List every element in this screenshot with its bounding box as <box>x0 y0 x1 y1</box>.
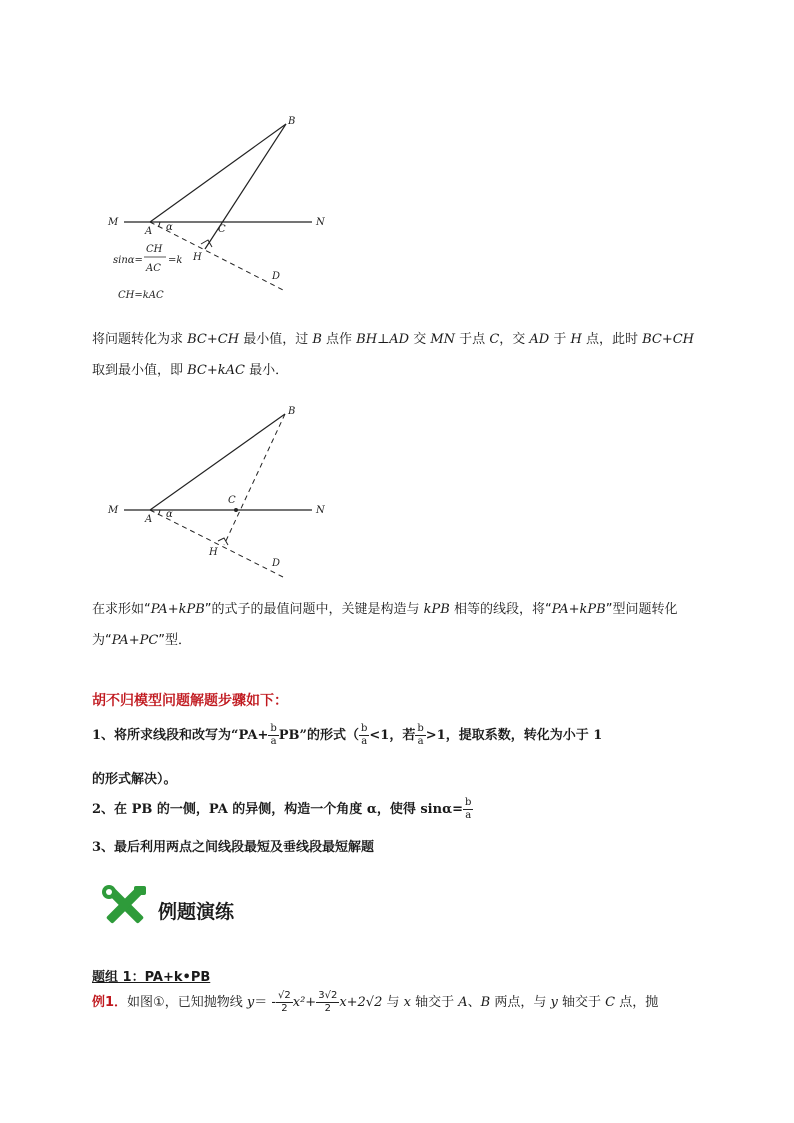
steps-heading: 胡不归模型问题解题步骤如下： <box>92 693 288 709</box>
label-b: B <box>288 406 296 417</box>
paragraph-2: 在求形如“PA+kPB”的式子的最值问题中，关键是构造与 kPB 相等的线段，将“PA+kPB”型问题转化 为“PA+PC”型． <box>92 602 678 648</box>
paragraph-1: 将问题转化为求 BC+CH 最小值，过 B 点作 BH⊥AD 交 MN 于点 C，交 AD 于 H 点，此时 BC+CH 取到最小值，即 BC+kAC 最小． <box>92 332 695 378</box>
label-n: N <box>316 505 325 516</box>
angle-arc <box>158 510 160 515</box>
section-title: 例题演练 <box>158 901 235 923</box>
step-1-continued: 的形式解决）。 <box>92 772 177 787</box>
formula-den: AC <box>146 263 161 274</box>
segment-bh <box>224 414 285 545</box>
label-m: M <box>108 505 119 516</box>
point-c <box>234 508 238 512</box>
group-title: 题组 1：PA+k•PB <box>92 970 211 985</box>
label-c: C <box>228 495 236 506</box>
formula-num: CH <box>146 244 163 255</box>
angle-arc <box>158 222 160 227</box>
step-1: 1、将所求线段和改写为“PA+ $\frac{b}{a}$ PB”的形式（ $\frac{b}{a}$ <1，若 $\frac{b}{a}$ >1，提取系数，转化为小于 1 <box>92 723 603 747</box>
step-3: 3、最后利用两点之间线段最短及垂线段最短解题 <box>92 840 375 855</box>
formula-ch: CH=kAC <box>118 290 164 301</box>
label-alpha: α <box>166 509 173 520</box>
label-d: D <box>272 558 281 569</box>
fraction-sqrt2-2: $\frac{√2}{2}$ <box>278 990 291 1014</box>
segment-ab <box>150 414 285 510</box>
segment-ab <box>150 124 286 222</box>
tools-icon <box>100 884 150 930</box>
step-2: 2、在 PB 的一侧，PA 的异侧，构造一个角度 α，使得 sinα= $\frac{b}{a}$ <box>92 797 472 821</box>
label-a: A <box>145 226 153 237</box>
fraction-b-a: $\frac{b}{a}$ <box>417 723 424 747</box>
fraction-b-a: $\frac{b}{a}$ <box>270 723 277 747</box>
ray-ad <box>150 510 283 577</box>
label-h: H <box>209 547 218 558</box>
label-a: A <box>145 514 153 525</box>
example-label: 例1． <box>92 995 128 1010</box>
label-c: C <box>218 224 226 235</box>
label-alpha: α <box>166 222 173 233</box>
figure-2 <box>0 390 794 590</box>
formula-suffix: =k <box>168 255 183 266</box>
label-d: D <box>272 271 281 282</box>
label-h: H <box>193 252 202 263</box>
formula-sin-prefix: sinα= <box>113 255 143 266</box>
label-m: M <box>108 217 119 228</box>
label-n: N <box>316 217 325 228</box>
fraction-3sqrt2-2: $\frac{3√2}{2}$ <box>318 990 338 1014</box>
label-b: B <box>288 116 296 127</box>
figure-1 <box>0 0 794 310</box>
fraction-b-a: $\frac{b}{a}$ <box>464 797 472 821</box>
example-1: 例1．如图①，已知抛物线 y＝ - $\frac{√2}{2}$ x²+ $\frac{3√2}{2}$ x+2√2 与 x 轴交于 A、B 两点，与 y 轴交于 C 点，抛 <box>92 990 659 1014</box>
fraction-b-a: $\frac{b}{a}$ <box>361 723 368 747</box>
